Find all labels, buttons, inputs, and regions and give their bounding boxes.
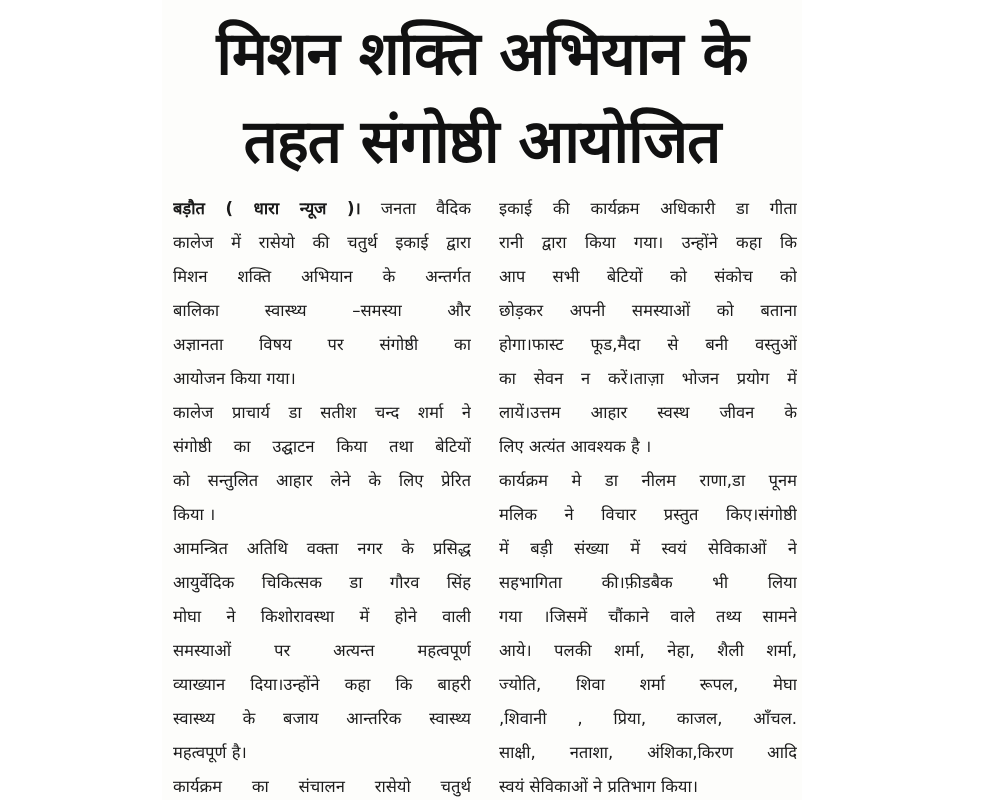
article-line: साक्षी, नताशा, अंशिका,किरण आदि [499, 743, 797, 762]
article-line: छोड़कर अपनी समस्याओं को बताना [499, 301, 797, 320]
article-line: ,शिवानी , प्रिया, काजल, आँचल. [499, 709, 797, 728]
article-line: बालिका स्वास्थ्य –समस्या और [173, 301, 471, 320]
article-column-right [499, 192, 797, 804]
article-line: मिशन शक्ति अभियान के अन्तर्गत [173, 267, 471, 286]
news-clipping [162, 0, 802, 800]
article-line: होगा।फास्ट फूड,मैदा से बनी वस्तुओं [499, 335, 797, 354]
article-line: किया । [173, 505, 216, 524]
article-line: आमन्त्रित अतिथि वक्ता नगर के प्रसिद्ध [173, 539, 471, 558]
article-line: सहभागिता की।फ़ीडबैक भी लिया [499, 573, 797, 592]
article-line: को सन्तुलित आहार लेने के लिए प्रेरित [173, 471, 471, 490]
article-line: लिए अत्यंत आवश्यक है । [499, 437, 652, 456]
headline-line-2: तहत संगोष्ठी आयोजित [243, 107, 721, 177]
article-line: कार्यक्रम मे डा नीलम राणा,डा पूनम [499, 471, 797, 490]
article-line: संगोष्ठी का उद्घाटन किया तथा बेटियों [173, 437, 471, 456]
article-line: आप सभी बेटियों को संकोच को [499, 267, 797, 286]
headline-line-1: मिशन शक्ति अभियान के [216, 19, 748, 89]
article-line: कार्यक्रम का संचालन रासेयो चतुर्थ [173, 777, 471, 796]
article-line-text: जनता वैदिक [360, 199, 471, 218]
dateline: बड़ौत ( धारा न्यूज )। [173, 199, 361, 218]
article-line [173, 192, 471, 226]
article-line: कालेज में रासेयो की चतुर्थ इकाई द्वारा [173, 233, 471, 252]
article-line: अज्ञानता विषय पर संगोष्ठी का [173, 335, 471, 354]
article-line: आयोजन किया गया। [173, 369, 296, 388]
article-line: गया ।जिसमें चौंकाने वाले तथ्य सामने [499, 607, 797, 626]
article-line: में बड़ी संख्या में स्वयं सेविकाओं ने [499, 539, 797, 558]
article-line: कालेज प्राचार्य डा सतीश चन्द शर्मा ने [173, 403, 471, 422]
article-line: का सेवन न करें।ताज़ा भोजन प्रयोग में [499, 369, 797, 388]
article-line: मोघा ने किशोरावस्था में होने वाली [173, 607, 471, 626]
article-line: महत्वपूर्ण है। [173, 743, 247, 762]
article-line: आये। पलकी शर्मा, नेहा, शैली शर्मा, [499, 641, 797, 660]
article-line: ज्योति, शिवा शर्मा रूपल, मेघा [499, 675, 797, 694]
article-line: व्याख्यान दिया।उन्होंने कहा कि बाहरी [173, 675, 471, 694]
article-line: लायें।उत्तम आहार स्वस्थ जीवन के [499, 403, 797, 422]
article-line: स्वास्थ्य के बजाय आन्तरिक स्वास्थ्य [173, 709, 471, 728]
article-line: स्वयं सेविकाओं ने प्रतिभाग किया। [499, 777, 698, 796]
article-line: मलिक ने विचार प्रस्तुत किए।संगोष्ठी [499, 505, 797, 524]
article-line: समस्याओं पर अत्यन्त महत्वपूर्ण [173, 641, 471, 660]
article-line: रानी द्वारा किया गया। उन्होंने कहा कि [499, 233, 797, 252]
article-line: इकाई की कार्यक्रम अधिकारी डा गीता [499, 199, 797, 218]
article-column-left [173, 192, 471, 804]
article-line: आयुर्वेदिक चिकित्सक डा गौरव सिंह [173, 573, 471, 592]
